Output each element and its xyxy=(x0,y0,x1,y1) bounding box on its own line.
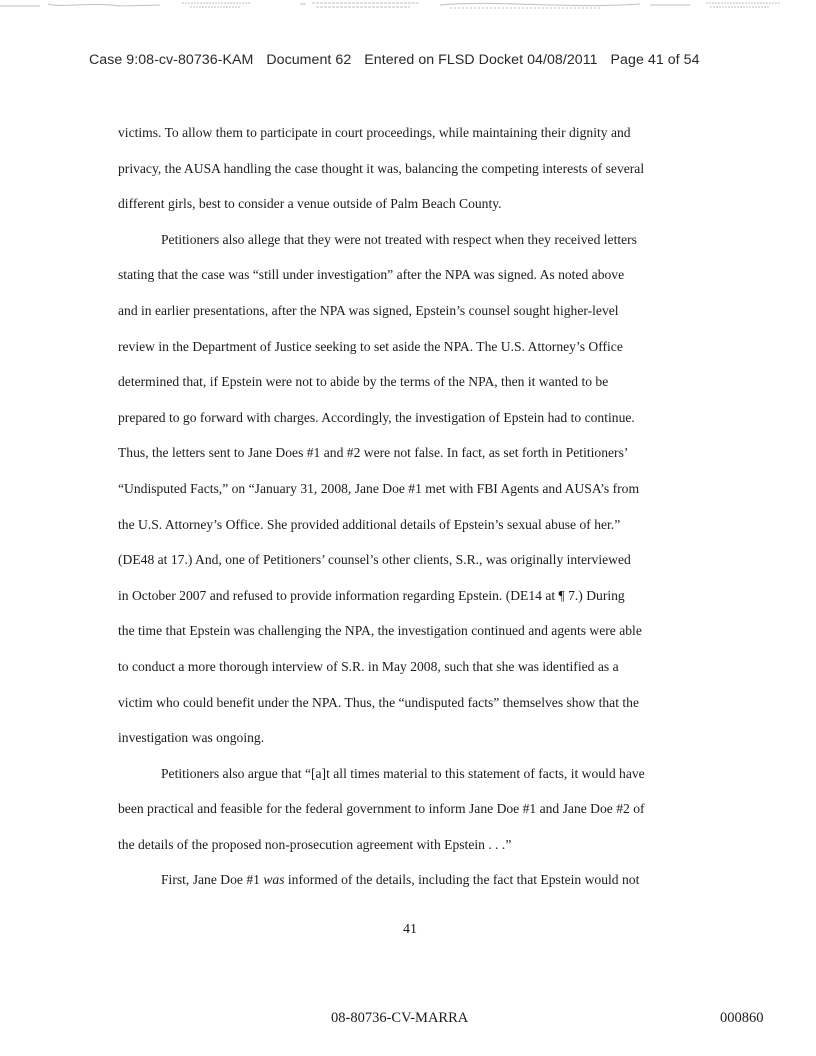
body-line: the time that Epstein was challenging the NPA, the investigation continued and agents were able xyxy=(118,623,642,639)
body-line: victims. To allow them to participate in court proceedings, while maintaining their dignity and xyxy=(118,125,631,140)
body-line: Petitioners also argue that “[a]t all times material to this statement of facts, it would have xyxy=(161,765,645,781)
footer-bates-case: 08-80736-CV-MARRA xyxy=(331,1010,469,1026)
body-line-last xyxy=(118,871,708,907)
body-line: (DE48 at 17.) And, one of Petitioners’ counsel’s other clients, S.R., was originally interviewed xyxy=(118,552,631,568)
body-line: review in the Department of Justice seeking to set aside the NPA. The U.S. Attorney’s Office xyxy=(118,338,623,354)
footer-bates-number: 000860 xyxy=(720,1010,764,1026)
body-line: different girls, best to consider a venue outside of Palm Beach County. xyxy=(118,196,502,212)
body-line: privacy, the AUSA handling the case thought it was, balancing the competing interests of several xyxy=(118,160,645,176)
docket-header xyxy=(89,52,749,70)
body-line: determined that, if Epstein were not to abide by the terms of the NPA, then it wanted to be xyxy=(118,374,609,390)
body-line: Thus, the letters sent to Jane Does #1 and #2 were not false. In fact, as set forth in Petitioners’ xyxy=(118,445,629,461)
body-line: and in earlier presentations, after the NPA was signed, Epstein’s counsel sought higher-level xyxy=(118,302,619,318)
scan-artifact-strip xyxy=(0,0,816,14)
last-line-before: First, Jane Doe #1 xyxy=(161,872,264,888)
page-number: 41 xyxy=(403,922,417,937)
body-line: stating that the case was “still under investigation” after the NPA was signed. As noted above xyxy=(118,267,625,283)
document-body xyxy=(118,124,708,907)
last-line-emphasis: was xyxy=(263,872,285,888)
header-page-count: Page 41 of 54 xyxy=(610,52,700,68)
body-line: to conduct a more thorough interview of S.R. in May 2008, such that she was identified as a xyxy=(118,658,619,674)
last-line-after: informed of the details, including the fact that Epstein would not xyxy=(284,872,640,888)
body-line: the details of the proposed non-prosecution agreement with Epstein . . .” xyxy=(118,836,512,852)
body-line: victim who could benefit under the NPA. Thus, the “undisputed facts” themselves show that the xyxy=(118,694,639,710)
body-line: Petitioners also allege that they were not treated with respect when they received letters xyxy=(161,231,637,247)
header-entered-date: Entered on FLSD Docket 04/08/2011 xyxy=(364,52,598,68)
body-line: the U.S. Attorney’s Office. She provided additional details of Epstein’s sexual abuse of her.” xyxy=(118,516,621,532)
body-line: prepared to go forward with charges. Accordingly, the investigation of Epstein had to continue. xyxy=(118,409,635,425)
scan-noise-graphic xyxy=(0,0,816,14)
body-line: investigation was ongoing. xyxy=(118,730,265,746)
body-line: in October 2007 and refused to provide information regarding Epstein. (DE14 at ¶ 7.) During xyxy=(118,587,625,603)
body-line: been practical and feasible for the federal government to inform Jane Doe #1 and Jane Doe #2 of xyxy=(118,801,645,817)
header-document-number: Document 62 xyxy=(266,52,352,68)
body-line: “Undisputed Facts,” on “January 31, 2008, Jane Doe #1 met with FBI Agents and AUSA’s from xyxy=(118,480,640,496)
header-case-number: Case 9:08-cv-80736-KAM xyxy=(89,52,254,68)
